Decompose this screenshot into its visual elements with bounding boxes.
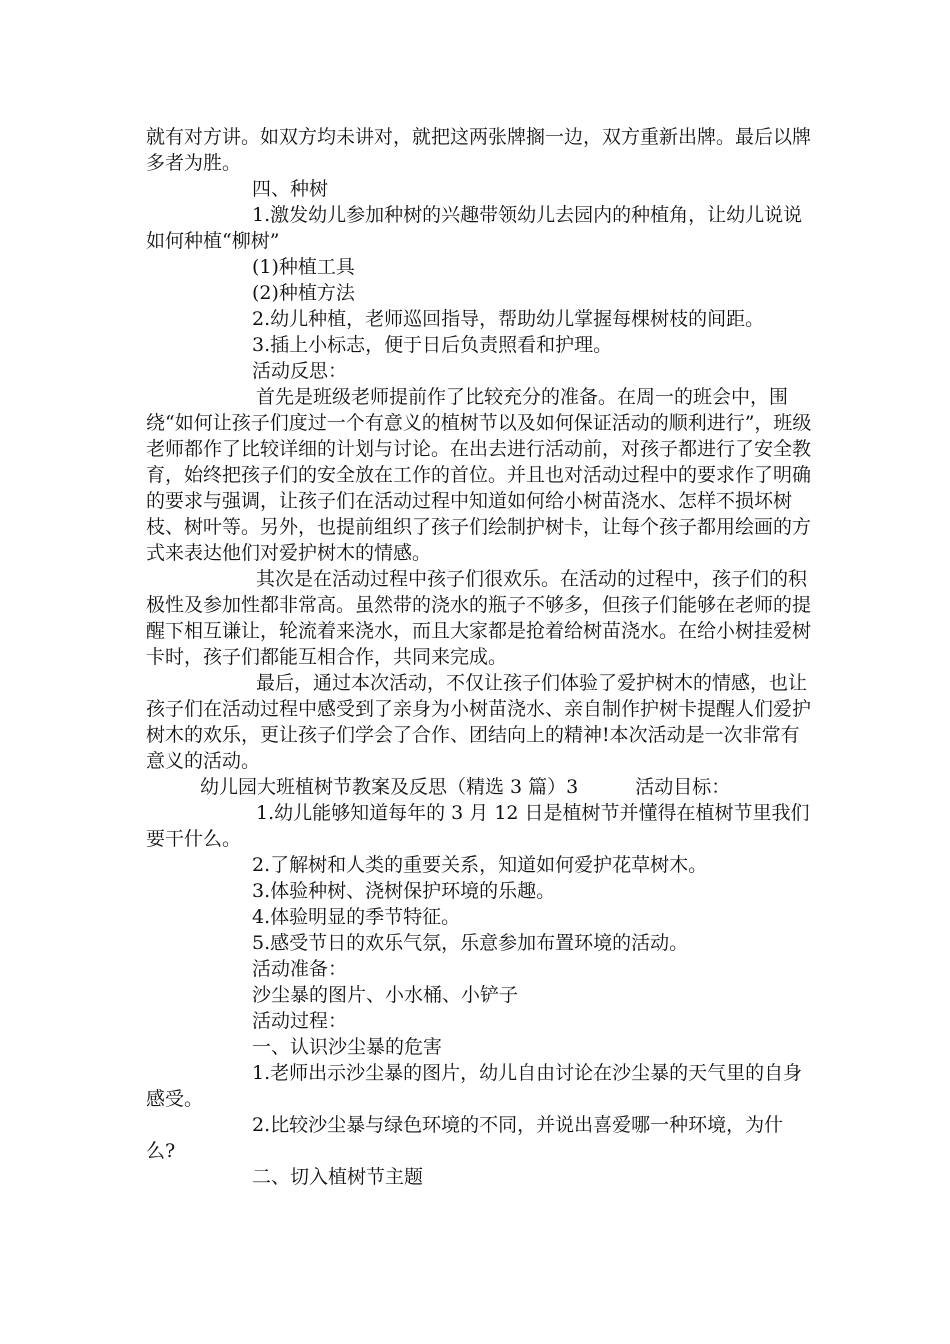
paragraph: 其次是在活动过程中孩子们很欢乐。在活动的过程中，孩子们的积极性及参加性都非常高。虽然带的浇水的瓶子不够多，但孩子们能够在老师的提醒下相互谦让，轮流着来浇水，而且大家都是抢着给树苗浇水。在给小树挂爱树卡时，孩子们都能互相合作，共同来完成。 xyxy=(146,568,812,668)
list-item: 3.体验种树、浇树保护环境的乐趣。 xyxy=(252,880,556,902)
paragraph: 最后，通过本次活动，不仅让孩子们体验了爱护树木的情感，也让孩子们在活动过程中感受到了亲身为小树苗浇水、亲自制作护树卡提醒人们爱护树木的欢乐，更让孩子们学会了合作、团结向上的精神!本次活动是一次非常有意义的活动。 xyxy=(146,672,812,772)
list-item: 2.比较沙尘暴与绿色环境的不同，并说出喜爱哪一种环境，为什么? xyxy=(146,1114,784,1162)
list-item: 2.了解树和人类的重要关系，知道如何爱护花草树木。 xyxy=(252,854,708,876)
section-heading: 二、切入植树节主题 xyxy=(252,1166,424,1188)
paragraph: 就有对方讲。如双方均未讲对，就把这两张牌搁一边，双方重新出牌。最后以牌多者为胜。 xyxy=(146,126,812,174)
list-item: 5.感受节日的欢乐气氛，乐意参加布置环境的活动。 xyxy=(252,932,689,954)
paragraph: 首先是班级老师提前作了比较充分的准备。在周一的班会中，围绕“如何让孩子们度过一个有意义的植树节以及如何保证活动的顺利进行”，班级老师都作了比较详细的计划与讨论。在出去进行活动前，对孩子都进行了安全教育，始终把孩子们的安全放在工作的首位。并且也对活动过程中的要求作了明确的要求与强调，让孩子们在活动过程中知道如何给小树苗浇水、怎样不损坏树枝、树叶等。另外，也提前组织了孩子们绘制护树卡，让每个孩子都用绘画的方式来表达他们对爱护树木的情感。 xyxy=(146,386,812,564)
section-heading: 一、认识沙尘暴的危害 xyxy=(252,1036,443,1058)
paragraph: 3.插上小标志，便于日后负责照看和护理。 xyxy=(252,334,613,356)
paragraph: 1.激发幼儿参加种树的兴趣带领幼儿去园内的种植角，让幼儿说说如何种植“柳树” xyxy=(146,204,803,252)
document-body xyxy=(146,124,812,1190)
list-item: 1.幼儿能够知道每年的 3 月 12 日是植树节并懂得在植树节里我们要干什么。 xyxy=(146,802,810,850)
paragraph: 沙尘暴的图片、小水桶、小铲子 xyxy=(252,984,519,1006)
list-item: 4.体验明显的季节特征。 xyxy=(252,906,461,928)
list-item: (2)种植方法 xyxy=(252,282,355,304)
section-heading: 活动准备： xyxy=(252,958,348,980)
section-heading: 四、种树 xyxy=(252,178,329,200)
section-heading: 活动反思： xyxy=(252,360,348,382)
document-title: 幼儿园大班植树节教案及反思（精选 3 篇）3 活动目标： xyxy=(200,776,731,798)
list-item: (1)种植工具 xyxy=(252,256,355,278)
list-item: 1.老师出示沙尘暴的图片，幼儿自由讨论在沙尘暴的天气里的自身感受。 xyxy=(146,1062,803,1110)
section-heading: 活动过程： xyxy=(252,1010,348,1032)
paragraph: 2.幼儿种植，老师巡回指导，帮助幼儿掌握每棵树枝的间距。 xyxy=(252,308,765,330)
